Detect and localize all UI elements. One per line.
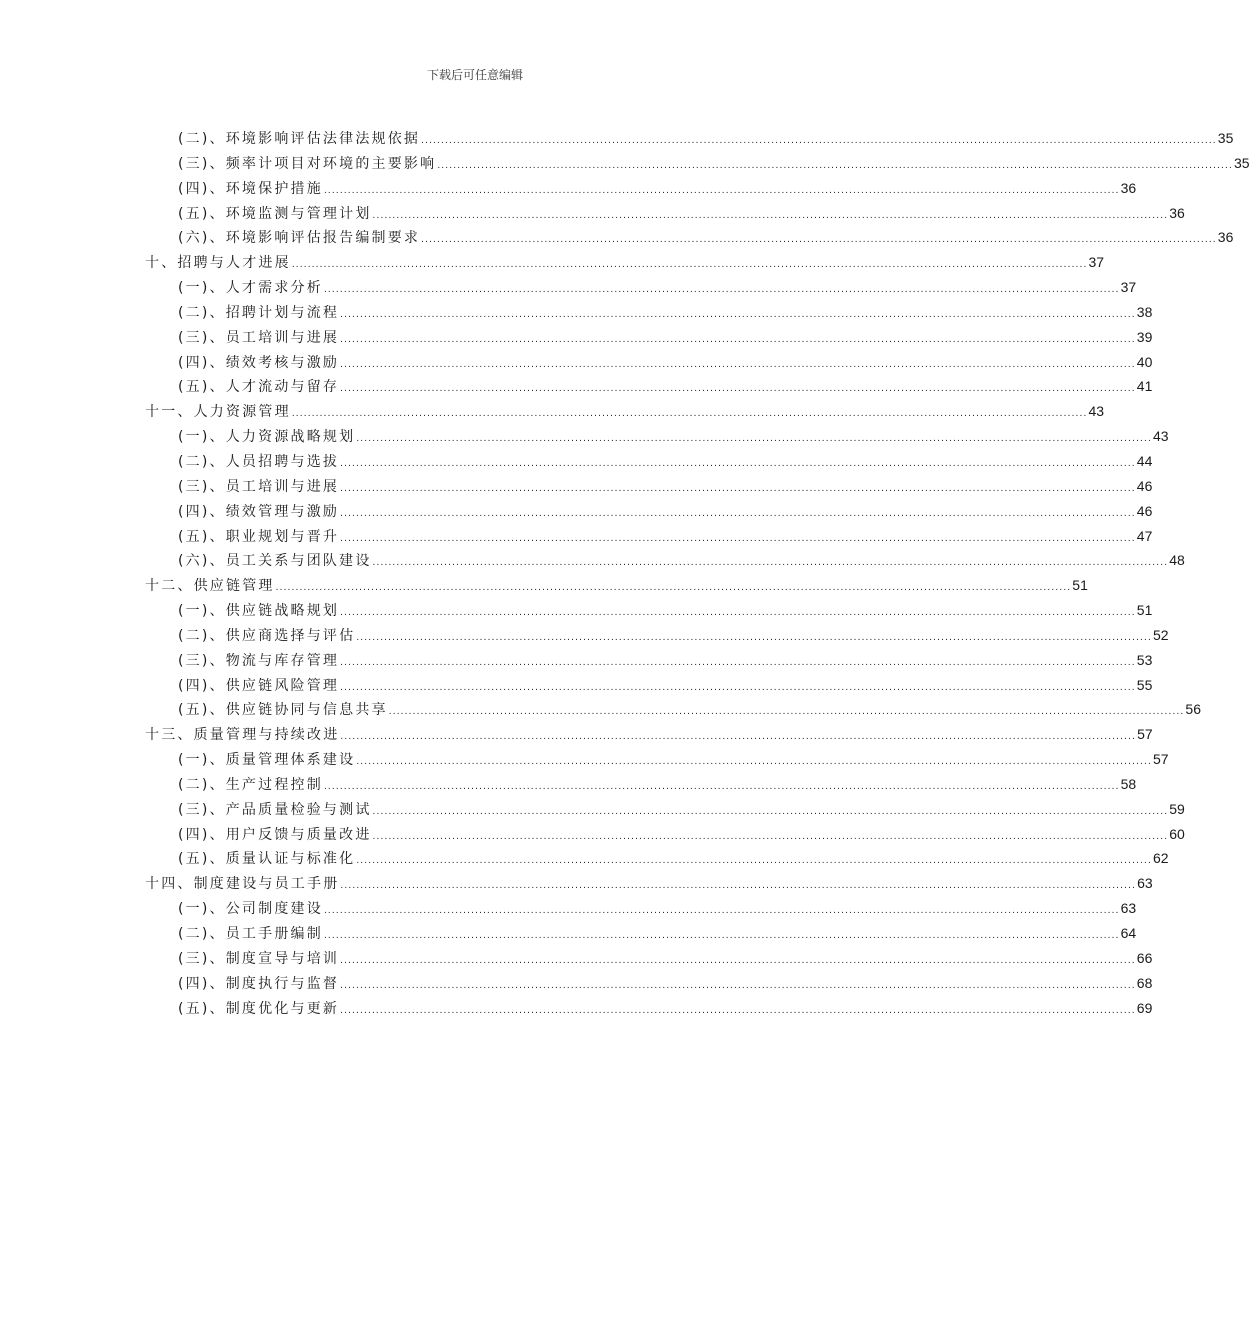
toc-entry-page-number: 38: [1136, 303, 1153, 320]
toc-entry-page-number: 63: [1120, 900, 1137, 917]
toc-entry-page-number: 66: [1136, 949, 1153, 966]
toc-dot-leader: ........................................................................................................................................................................................................: [340, 656, 1136, 668]
toc-dot-leader: ........................................................................................................................................................................................................: [421, 234, 1217, 246]
toc-dot-leader: ........................................................................................................................................................................................................: [340, 607, 1136, 619]
toc-entry[interactable]: [145, 971, 1153, 996]
toc-dot-leader: ........................................................................................................................................................................................................: [340, 1004, 1136, 1016]
toc-entry-title: (三)、产品质量检验与测试: [178, 801, 372, 818]
toc-entry-page-number: 53: [1136, 651, 1153, 668]
toc-dot-leader: ........................................................................................................................................................................................................: [340, 954, 1136, 966]
toc-entry[interactable]: [145, 548, 1185, 573]
toc-dot-leader: ........................................................................................................................................................................................................: [323, 780, 1120, 792]
toc-entry-page-number: 55: [1136, 676, 1153, 693]
toc-dot-leader: ........................................................................................................................................................................................................: [340, 532, 1136, 544]
toc-entry-title: (六)、环境影响评估报告编制要求: [178, 230, 421, 247]
toc-entry-page-number: 37: [1120, 279, 1137, 296]
toc-dot-leader: ........................................................................................................................................................................................................: [356, 433, 1152, 445]
toc-entry-title: (二)、供应商选择与评估: [178, 627, 356, 644]
toc-entry[interactable]: [145, 325, 1153, 350]
toc-entry-title: (一)、质量管理体系建设: [178, 752, 356, 769]
toc-entry-page-number: 69: [1136, 999, 1153, 1016]
toc-entry-page-number: 63: [1137, 875, 1153, 892]
toc-entry[interactable]: [145, 996, 1153, 1021]
toc-entry-title: (四)、供应链风险管理: [178, 677, 340, 694]
toc-entry-page-number: 51: [1136, 602, 1153, 619]
toc-dot-leader: ........................................................................................................................................................................................................: [372, 830, 1169, 842]
toc-entry-title: (一)、公司制度建设: [178, 901, 323, 918]
toc-entry-page-number: 64: [1120, 925, 1137, 941]
toc-dot-leader: ........................................................................................................................................................................................................: [356, 855, 1152, 867]
toc-entry-title: (四)、用户反馈与质量改进: [178, 826, 372, 843]
toc-entry-title: (二)、环境影响评估法律法规依据: [178, 131, 421, 147]
toc-entry-title: (五)、人才流动与留存: [178, 379, 340, 396]
toc-entry-title: (二)、生产过程控制: [178, 776, 323, 793]
toc-dot-leader: ........................................................................................................................................................................................................: [340, 333, 1136, 345]
toc-entry[interactable]: [145, 598, 1153, 623]
toc-dot-leader: ........................................................................................................................................................................................................: [340, 507, 1136, 519]
toc-entry[interactable]: [145, 275, 1137, 300]
toc-dot-leader: ........................................................................................................................................................................................................: [340, 979, 1136, 991]
toc-entry-page-number: 36: [1217, 229, 1234, 246]
toc-dot-leader: ........................................................................................................................................................................................................: [323, 284, 1120, 296]
toc-entry[interactable]: [145, 697, 1201, 722]
toc-entry-page-number: 58: [1120, 775, 1137, 792]
toc-dot-leader: ........................................................................................................................................................................................................: [323, 930, 1120, 941]
toc-entry[interactable]: [145, 846, 1169, 871]
toc-dot-leader: ........................................................................................................................................................................................................: [340, 358, 1136, 370]
toc-entry-title: 十二、供应链管理: [145, 578, 275, 595]
toc-entry-page-number: 37: [1088, 254, 1105, 271]
toc-dot-leader: ........................................................................................................................................................................................................: [275, 582, 1072, 594]
toc-dot-leader: ........................................................................................................................................................................................................: [340, 880, 1137, 892]
toc-entry-title: (四)、环境保护措施: [178, 180, 323, 197]
toc-entry[interactable]: [145, 449, 1153, 474]
toc-entry-page-number: 36: [1169, 204, 1185, 221]
toc-entry-title: (五)、环境监测与管理计划: [178, 205, 372, 222]
toc-entry-page-number: 52: [1153, 626, 1169, 643]
toc-entry-title: (三)、频率计项目对环境的主要影响: [178, 155, 437, 172]
toc-entry-title: (一)、供应链战略规划: [178, 603, 340, 620]
toc-dot-leader: ........................................................................................................................................................................................................: [372, 209, 1169, 221]
toc-entry[interactable]: [145, 424, 1169, 449]
toc-entry[interactable]: [145, 524, 1153, 549]
toc-dot-leader: ........................................................................................................................................................................................................: [323, 184, 1120, 196]
toc-entry-title: (三)、物流与库存管理: [178, 652, 340, 669]
toc-entry-title: 十、招聘与人才进展: [145, 255, 291, 272]
page-header: 下载后可任意编辑: [426, 68, 523, 82]
toc-dot-leader: ........................................................................................................................................................................................................: [356, 756, 1152, 768]
table-of-contents: [145, 126, 1250, 1020]
toc-dot-leader: ........................................................................................................................................................................................................: [340, 383, 1136, 395]
toc-entry[interactable]: [145, 722, 1153, 747]
toc-entry[interactable]: [145, 822, 1185, 847]
toc-entry-page-number: 57: [1137, 726, 1153, 743]
toc-dot-leader: ........................................................................................................................................................................................................: [340, 681, 1136, 693]
toc-entry-page-number: 62: [1153, 850, 1169, 867]
toc-entry[interactable]: [145, 772, 1137, 797]
toc-entry-page-number: 43: [1088, 403, 1105, 420]
toc-entry[interactable]: [145, 350, 1153, 375]
toc-entry-title: (一)、人才需求分析: [178, 280, 323, 297]
toc-dot-leader: ........................................................................................................................................................................................................: [437, 159, 1233, 171]
toc-entry-page-number: 35: [1217, 130, 1234, 146]
toc-entry-title: (五)、质量认证与标准化: [178, 851, 356, 868]
toc-entry-page-number: 56: [1185, 701, 1201, 718]
toc-entry-page-number: 43: [1153, 428, 1169, 445]
toc-entry[interactable]: [145, 201, 1185, 226]
toc-entry[interactable]: [145, 151, 1250, 176]
toc-entry-page-number: 51: [1072, 577, 1088, 594]
toc-entry-page-number: 46: [1136, 502, 1153, 519]
toc-dot-leader: ........................................................................................................................................................................................................: [340, 482, 1136, 494]
toc-entry[interactable]: [145, 648, 1153, 673]
toc-entry-title: (五)、职业规划与晋升: [178, 528, 340, 545]
toc-entry[interactable]: [145, 871, 1153, 896]
toc-entry-page-number: 68: [1136, 974, 1153, 991]
toc-dot-leader: ........................................................................................................................................................................................................: [421, 135, 1217, 146]
toc-entry-page-number: 46: [1136, 477, 1153, 494]
toc-entry-page-number: 36: [1120, 179, 1137, 196]
toc-entry-page-number: 47: [1136, 527, 1153, 544]
toc-dot-leader: ........................................................................................................................................................................................................: [340, 457, 1136, 469]
toc-entry[interactable]: [145, 946, 1153, 971]
toc-entry[interactable]: [145, 374, 1153, 399]
toc-entry-title: (二)、招聘计划与流程: [178, 304, 340, 321]
toc-entry-page-number: 60: [1169, 825, 1185, 842]
toc-entry[interactable]: [145, 747, 1169, 772]
toc-entry-page-number: 48: [1169, 552, 1185, 569]
toc-entry[interactable]: [145, 300, 1153, 325]
toc-dot-leader: ........................................................................................................................................................................................................: [388, 706, 1185, 718]
toc-entry-title: (二)、员工手册编制: [178, 926, 323, 942]
toc-entry[interactable]: [145, 225, 1234, 250]
toc-entry[interactable]: [145, 499, 1153, 524]
toc-entry-title: (五)、制度优化与更新: [178, 1000, 340, 1017]
toc-entry-title: 十四、制度建设与员工手册: [145, 876, 340, 893]
toc-dot-leader: ........................................................................................................................................................................................................: [356, 631, 1152, 643]
toc-dot-leader: ........................................................................................................................................................................................................: [372, 805, 1169, 817]
toc-entry[interactable]: [145, 474, 1153, 499]
toc-dot-leader: ........................................................................................................................................................................................................: [340, 731, 1137, 743]
toc-entry-page-number: 40: [1136, 353, 1153, 370]
toc-entry-title: (一)、人力资源战略规划: [178, 429, 356, 446]
toc-entry[interactable]: [145, 896, 1137, 921]
toc-entry-title: (四)、制度执行与监督: [178, 975, 340, 992]
toc-entry[interactable]: [145, 250, 1105, 275]
toc-entry-title: (六)、员工关系与团队建设: [178, 553, 372, 570]
toc-entry-title: (四)、绩效考核与激励: [178, 354, 340, 371]
toc-entry-page-number: 44: [1136, 452, 1153, 469]
toc-entry[interactable]: [145, 797, 1185, 822]
toc-entry[interactable]: [145, 623, 1169, 648]
toc-entry-title: (四)、绩效管理与激励: [178, 503, 340, 520]
toc-dot-leader: ........................................................................................................................................................................................................: [340, 308, 1136, 320]
toc-dot-leader: ........................................................................................................................................................................................................: [372, 557, 1169, 569]
toc-entry[interactable]: [145, 673, 1153, 698]
toc-dot-leader: ........................................................................................................................................................................................................: [323, 905, 1120, 917]
toc-entry-page-number: 35: [1234, 154, 1250, 171]
toc-entry-page-number: 41: [1136, 378, 1153, 395]
toc-entry-page-number: 59: [1169, 800, 1185, 817]
toc-entry-title: (二)、人员招聘与选拔: [178, 453, 340, 470]
toc-entry-page-number: 39: [1136, 328, 1153, 345]
toc-dot-leader: ........................................................................................................................................................................................................: [291, 259, 1088, 271]
toc-entry-title: 十一、人力资源管理: [145, 404, 291, 421]
toc-entry-title: (三)、制度宣导与培训: [178, 950, 340, 967]
toc-entry[interactable]: [145, 126, 1234, 151]
toc-entry-title: 十三、质量管理与持续改进: [145, 727, 340, 744]
toc-entry[interactable]: [145, 921, 1137, 946]
toc-entry-title: (五)、供应链协同与信息共享: [178, 702, 388, 719]
toc-dot-leader: ........................................................................................................................................................................................................: [291, 408, 1088, 420]
toc-entry[interactable]: [145, 399, 1105, 424]
toc-entry-title: (三)、员工培训与进展: [178, 478, 340, 495]
toc-entry-title: (三)、员工培训与进展: [178, 329, 340, 346]
toc-entry[interactable]: [145, 573, 1088, 598]
toc-entry-page-number: 57: [1153, 751, 1169, 768]
toc-entry[interactable]: [145, 176, 1137, 201]
